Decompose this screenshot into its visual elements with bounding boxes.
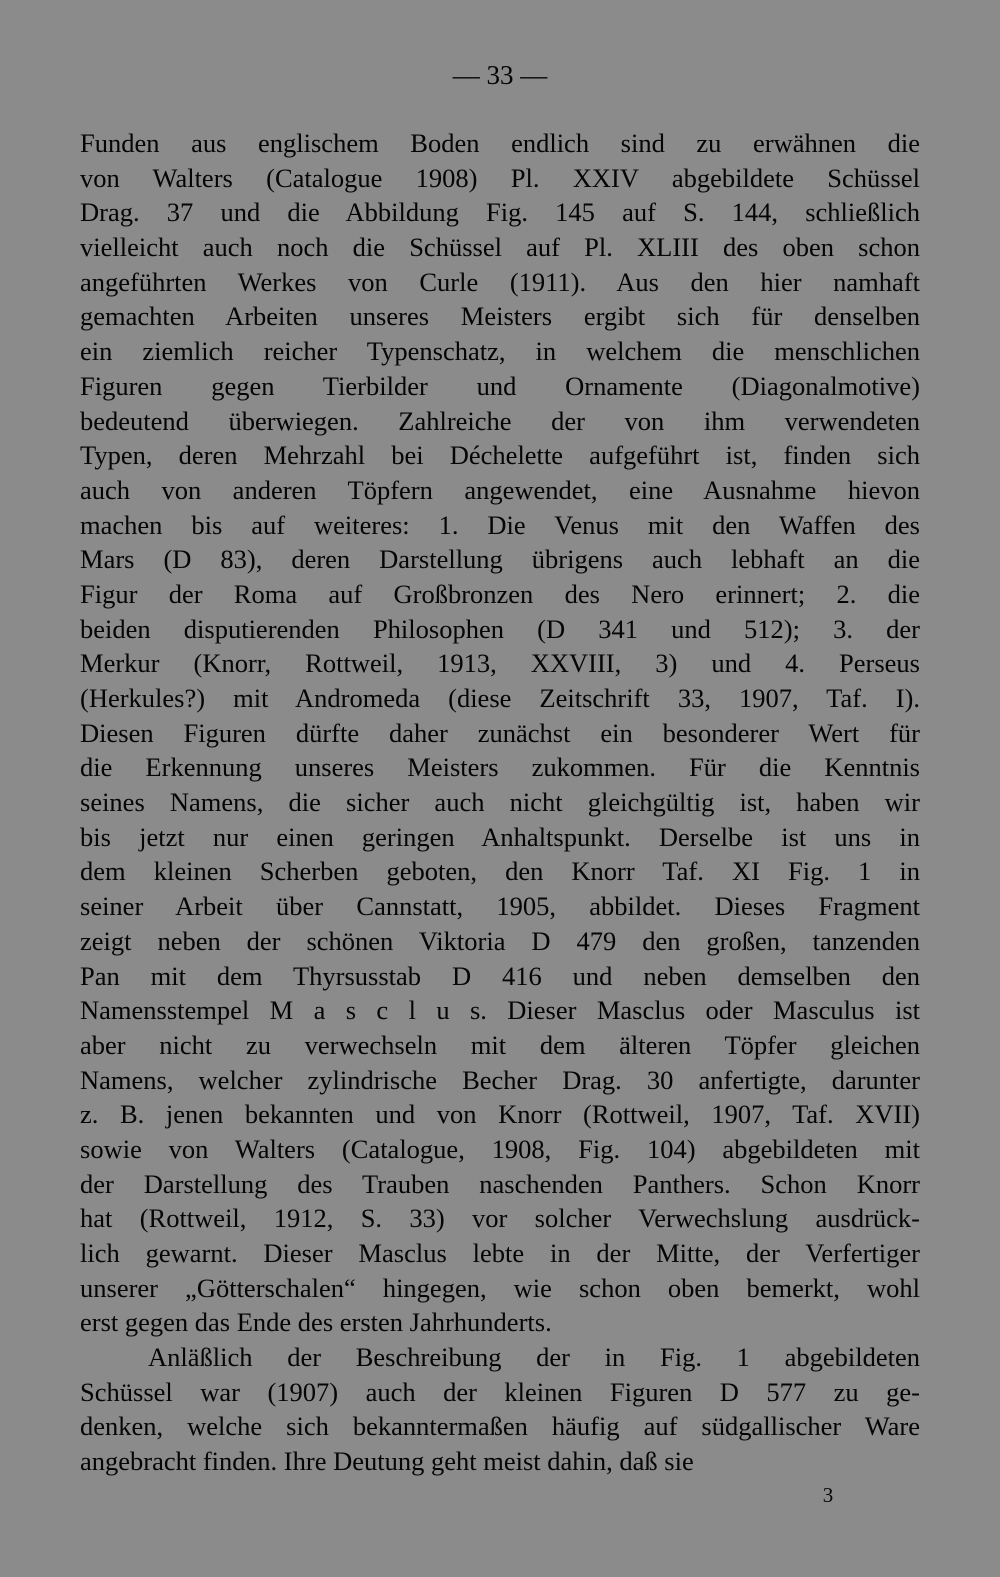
text-line: Namens, welcher zylindrische Becher Drag. 30 anfertigte, darunter: [80, 1064, 920, 1095]
text-line: Namensstempel M a s c l u s. Dieser Masclus oder Masculus ist: [80, 995, 920, 1026]
text-line: vielleicht auch noch die Schüssel auf Pl. XLIII des oben schon: [80, 232, 920, 263]
text-line: erst gegen das Ende des ersten Jahrhunderts.: [80, 1307, 552, 1338]
text-line: sowie von Walters (Catalogue, 1908, Fig. 104) abgebildeten mit: [80, 1133, 920, 1164]
signature-mark: 3: [822, 1483, 834, 1507]
text-line: Figuren gegen Tierbilder und Ornamente (Diagonalmotive): [80, 370, 920, 401]
paragraph-2: [80, 1340, 920, 1479]
text-line: bedeutend überwiegen. Zahlreiche der von ihm verwendeten: [80, 405, 920, 436]
text-line: angebracht finden. Ihre Deutung geht meist dahin, daß sie: [80, 1446, 694, 1477]
text-line: (Herkules?) mit Andromeda (diese Zeitschrift 33, 1907, Taf. I).: [80, 683, 920, 713]
text-line: auch von anderen Töpfern angewendet, eine Ausnahme hievon: [80, 474, 920, 505]
text-line: hat (Rottweil, 1912, S. 33) vor solcher Verwechslung ausdrück-: [80, 1203, 920, 1234]
text-line: die Erkennung unseres Meisters zukommen. Für die Kenntnis: [80, 752, 920, 783]
text-line: Mars (D 83), deren Darstellung übrigens auch lebhaft an die: [80, 544, 920, 575]
text-line: machen bis auf weiteres: 1. Die Venus mit den Waffen des: [80, 509, 920, 540]
text-line: Pan mit dem Thyrsusstab D 416 und neben demselben den: [80, 960, 920, 991]
text-line: Typen, deren Mehrzahl bei Déchelette aufgeführt ist, finden sich: [80, 440, 920, 471]
text-line: Drag. 37 und die Abbildung Fig. 145 auf S. 144, schließlich: [80, 197, 920, 228]
text-line: z. B. jenen bekannten und von Knorr (Rottweil, 1907, Taf. XVII): [80, 1099, 920, 1130]
text-line: Schüssel war (1907) auch der kleinen Figuren D 577 zu ge-: [80, 1376, 920, 1407]
page-number: — 33 —: [452, 60, 548, 90]
text-line: zeigt neben der schönen Viktoria D 479 den großen, tanzenden: [80, 925, 920, 956]
text-line: lich gewarnt. Dieser Masclus lebte in der Mitte, der Verfertiger: [80, 1238, 920, 1268]
text-line: aber nicht zu verwechseln mit dem älteren Töpfer gleichen: [80, 1029, 920, 1060]
text-line: denken, welche sich bekanntermaßen häufig auf südgallischer Ware: [80, 1411, 920, 1442]
text-line: seines Namens, die sicher auch nicht gleichgültig ist, haben wir: [80, 787, 920, 818]
text-line: Funden aus englischem Boden endlich sind zu erwähnen die: [80, 128, 920, 158]
text-line: Diesen Figuren dürfte daher zunächst ein besonderer Wert für: [80, 717, 920, 748]
text-line: Figur der Roma auf Großbronzen des Nero erinnert; 2. die: [80, 578, 920, 609]
text-line: Merkur (Knorr, Rottweil, 1913, XXVIII, 3) und 4. Perseus: [80, 648, 920, 679]
body-text: [80, 126, 920, 1479]
text-line: bis jetzt nur einen geringen Anhaltspunkt. Derselbe ist uns in: [80, 821, 920, 852]
text-line: der Darstellung des Trauben naschenden Panthers. Schon Knorr: [80, 1168, 920, 1199]
text-line: seiner Arbeit über Cannstatt, 1905, abbildet. Dieses Fragment: [80, 891, 920, 922]
text-line: angeführten Werkes von Curle (1911). Aus den hier namhaft: [80, 266, 920, 297]
text-line: Anläßlich der Beschreibung der in Fig. 1 abgebildeten: [148, 1342, 920, 1373]
text-line: ein ziemlich reicher Typenschatz, in welchem die menschlichen: [80, 336, 920, 367]
text-line: gemachten Arbeiten unseres Meisters ergibt sich für denselben: [80, 301, 920, 332]
text-line: beiden disputierenden Philosophen (D 341 und 512); 3. der: [80, 613, 920, 644]
text-line: von Walters (Catalogue 1908) Pl. XXIV abgebildete Schüssel: [80, 162, 920, 193]
text-line: unserer „Götterschalen“ hingegen, wie schon oben bemerkt, wohl: [80, 1272, 920, 1303]
text-line: dem kleinen Scherben geboten, den Knorr Taf. XI Fig. 1 in: [80, 856, 920, 887]
paragraph-1: [80, 126, 920, 1340]
